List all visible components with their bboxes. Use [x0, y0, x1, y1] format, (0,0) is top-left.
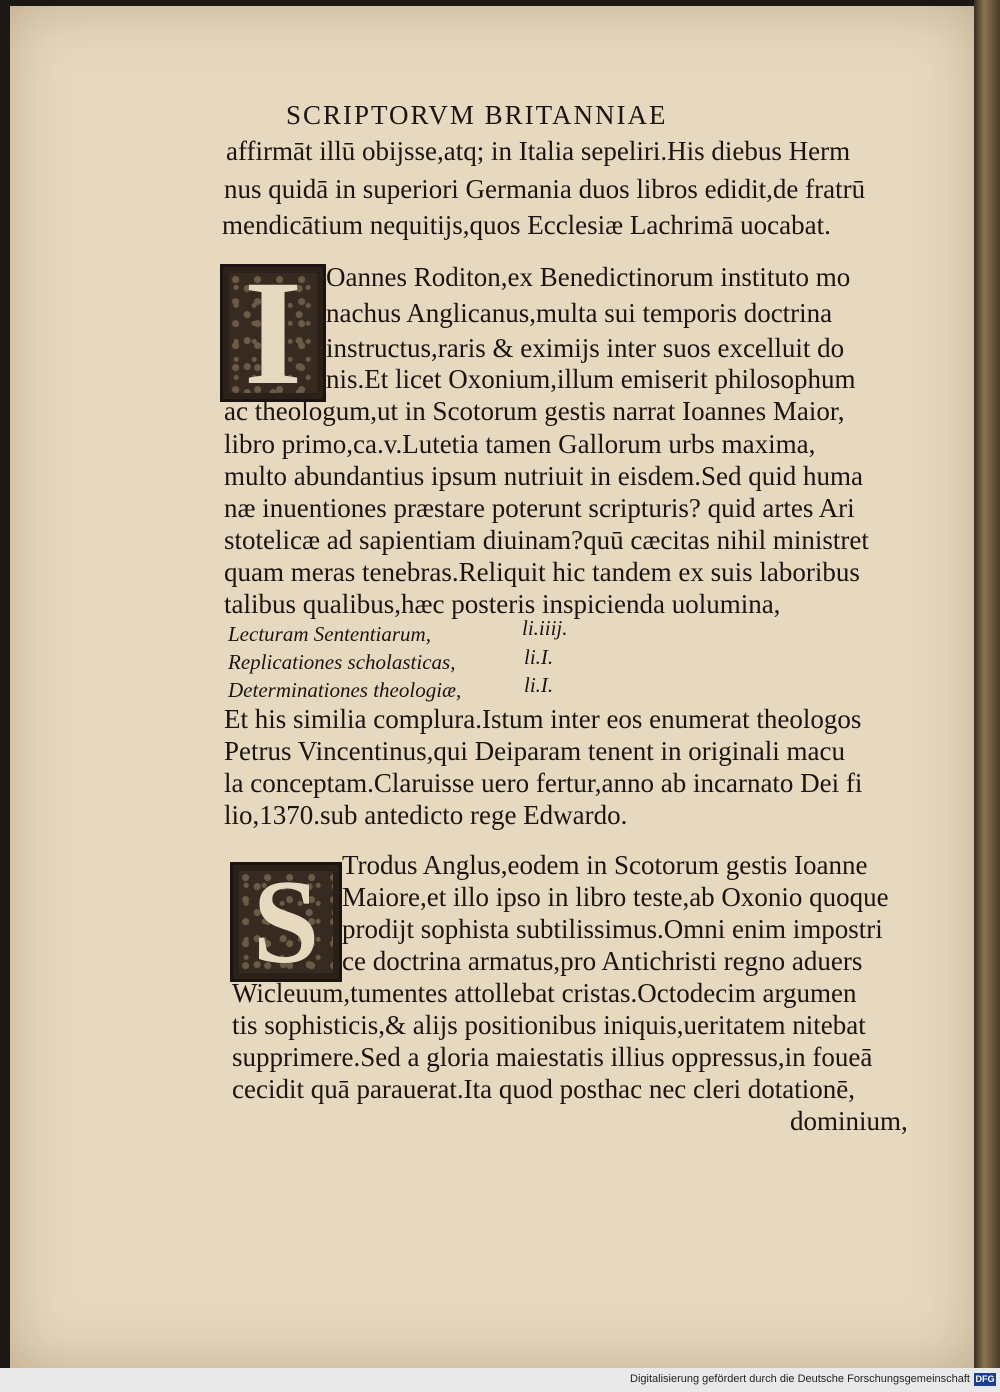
work-title: Determinationes theologiæ, [228, 678, 462, 702]
text-line: Trodus Anglus,eodem in Scotorum gestis Ioanne [342, 850, 868, 880]
text-line: cecidit quā parauerat.Ita quod posthac nec cleri dotationē, [232, 1074, 855, 1104]
digitization-credit: Digitalisierung gefördert durch die Deutsche Forschungsgemeinschaft [630, 1373, 970, 1385]
text-line: la conceptam.Claruisse uero fertur,anno ab incarnato Dei fi [224, 768, 863, 798]
initial-letter: I [243, 250, 303, 416]
text-line: Oannes Roditon,ex Benedictinorum instituto mo [326, 262, 851, 292]
text-line: instructus,raris & eximijs inter suos excelluit do [326, 333, 845, 363]
text-line: mendicātium nequitijs,quos Ecclesiæ Lachrimā uocabat. [222, 210, 831, 240]
work-volumes: li.I. [524, 673, 554, 697]
text-line: Wicleuum,tumentes attollebat cristas.Octodecim argumen [232, 978, 857, 1008]
text-line: ce doctrina armatus,pro Antichristi regno aduers [342, 946, 863, 976]
text-line: Petrus Vincentinus,qui Deiparam tenent in originali macu [224, 736, 845, 766]
text-line: næ inuentiones præstare poterunt scripturis? quid artes Ari [224, 493, 855, 523]
text-line: libro primo,ca.v.Lutetia tamen Gallorum urbs maxima, [224, 429, 816, 459]
text-line: talibus qualibus,hæc posteris inspicienda uolumina, [224, 589, 781, 619]
text-line: Maiore,et illo ipso in libro teste,ab Oxonio quoque [342, 882, 889, 912]
text-line: nachus Anglicanus,multa sui temporis doctrina [326, 298, 833, 328]
text-line: affirmāt illū obijsse,atq; in Italia sepeliri.His diebus Herm [226, 136, 851, 166]
text-line: stotelicæ ad sapientiam diuinam?quū cæcitas nihil ministret [224, 525, 869, 555]
text-line: Et his similia complura.Istum inter eos enumerat theologos [224, 704, 862, 734]
text-line: tis sophisticis,& alijs positionibus iniquis,ueritatem nitebat [232, 1010, 866, 1040]
text-line: ac theologum,ut in Scotorum gestis narrat Ioannes Maior, [224, 396, 845, 426]
work-title: Lecturam Sententiarum, [228, 622, 431, 646]
text-line: nis.Et licet Oxonium,illum emiserit philosophum [326, 364, 856, 394]
decorated-initial-i [220, 250, 326, 416]
footer-bar [0, 1368, 1000, 1392]
text-line: quam meras tenebras.Reliquit hic tandem ex suis laboribus [224, 557, 860, 587]
decorated-initial-s [230, 855, 342, 988]
text-line: prodijt sophista subtilissimus.Omni enim impostri [342, 914, 883, 944]
text-line: nus quidā in superiori Germania duos libros edidit,de fratrū [224, 174, 866, 204]
text-line: supprimere.Sed a gloria maiestatis illius oppressus,in foueā [232, 1042, 873, 1072]
work-volumes: li.iiij. [522, 616, 568, 640]
text-line: lio,1370.sub antedicto rege Edwardo. [224, 800, 628, 830]
text-line: multo abundantius ipsum nutriuit in eisdem.Sed quid huma [224, 461, 863, 491]
catchword: dominium, [790, 1106, 908, 1136]
initial-letter: S [252, 855, 320, 988]
work-volumes: li.I. [524, 645, 554, 669]
running-header: SCRIPTORVM BRITANNIAE [286, 100, 668, 130]
dfg-logo: DFG [975, 1374, 995, 1384]
book-binding-edge [974, 0, 1000, 1368]
work-title: Replicationes scholasticas, [228, 650, 456, 674]
